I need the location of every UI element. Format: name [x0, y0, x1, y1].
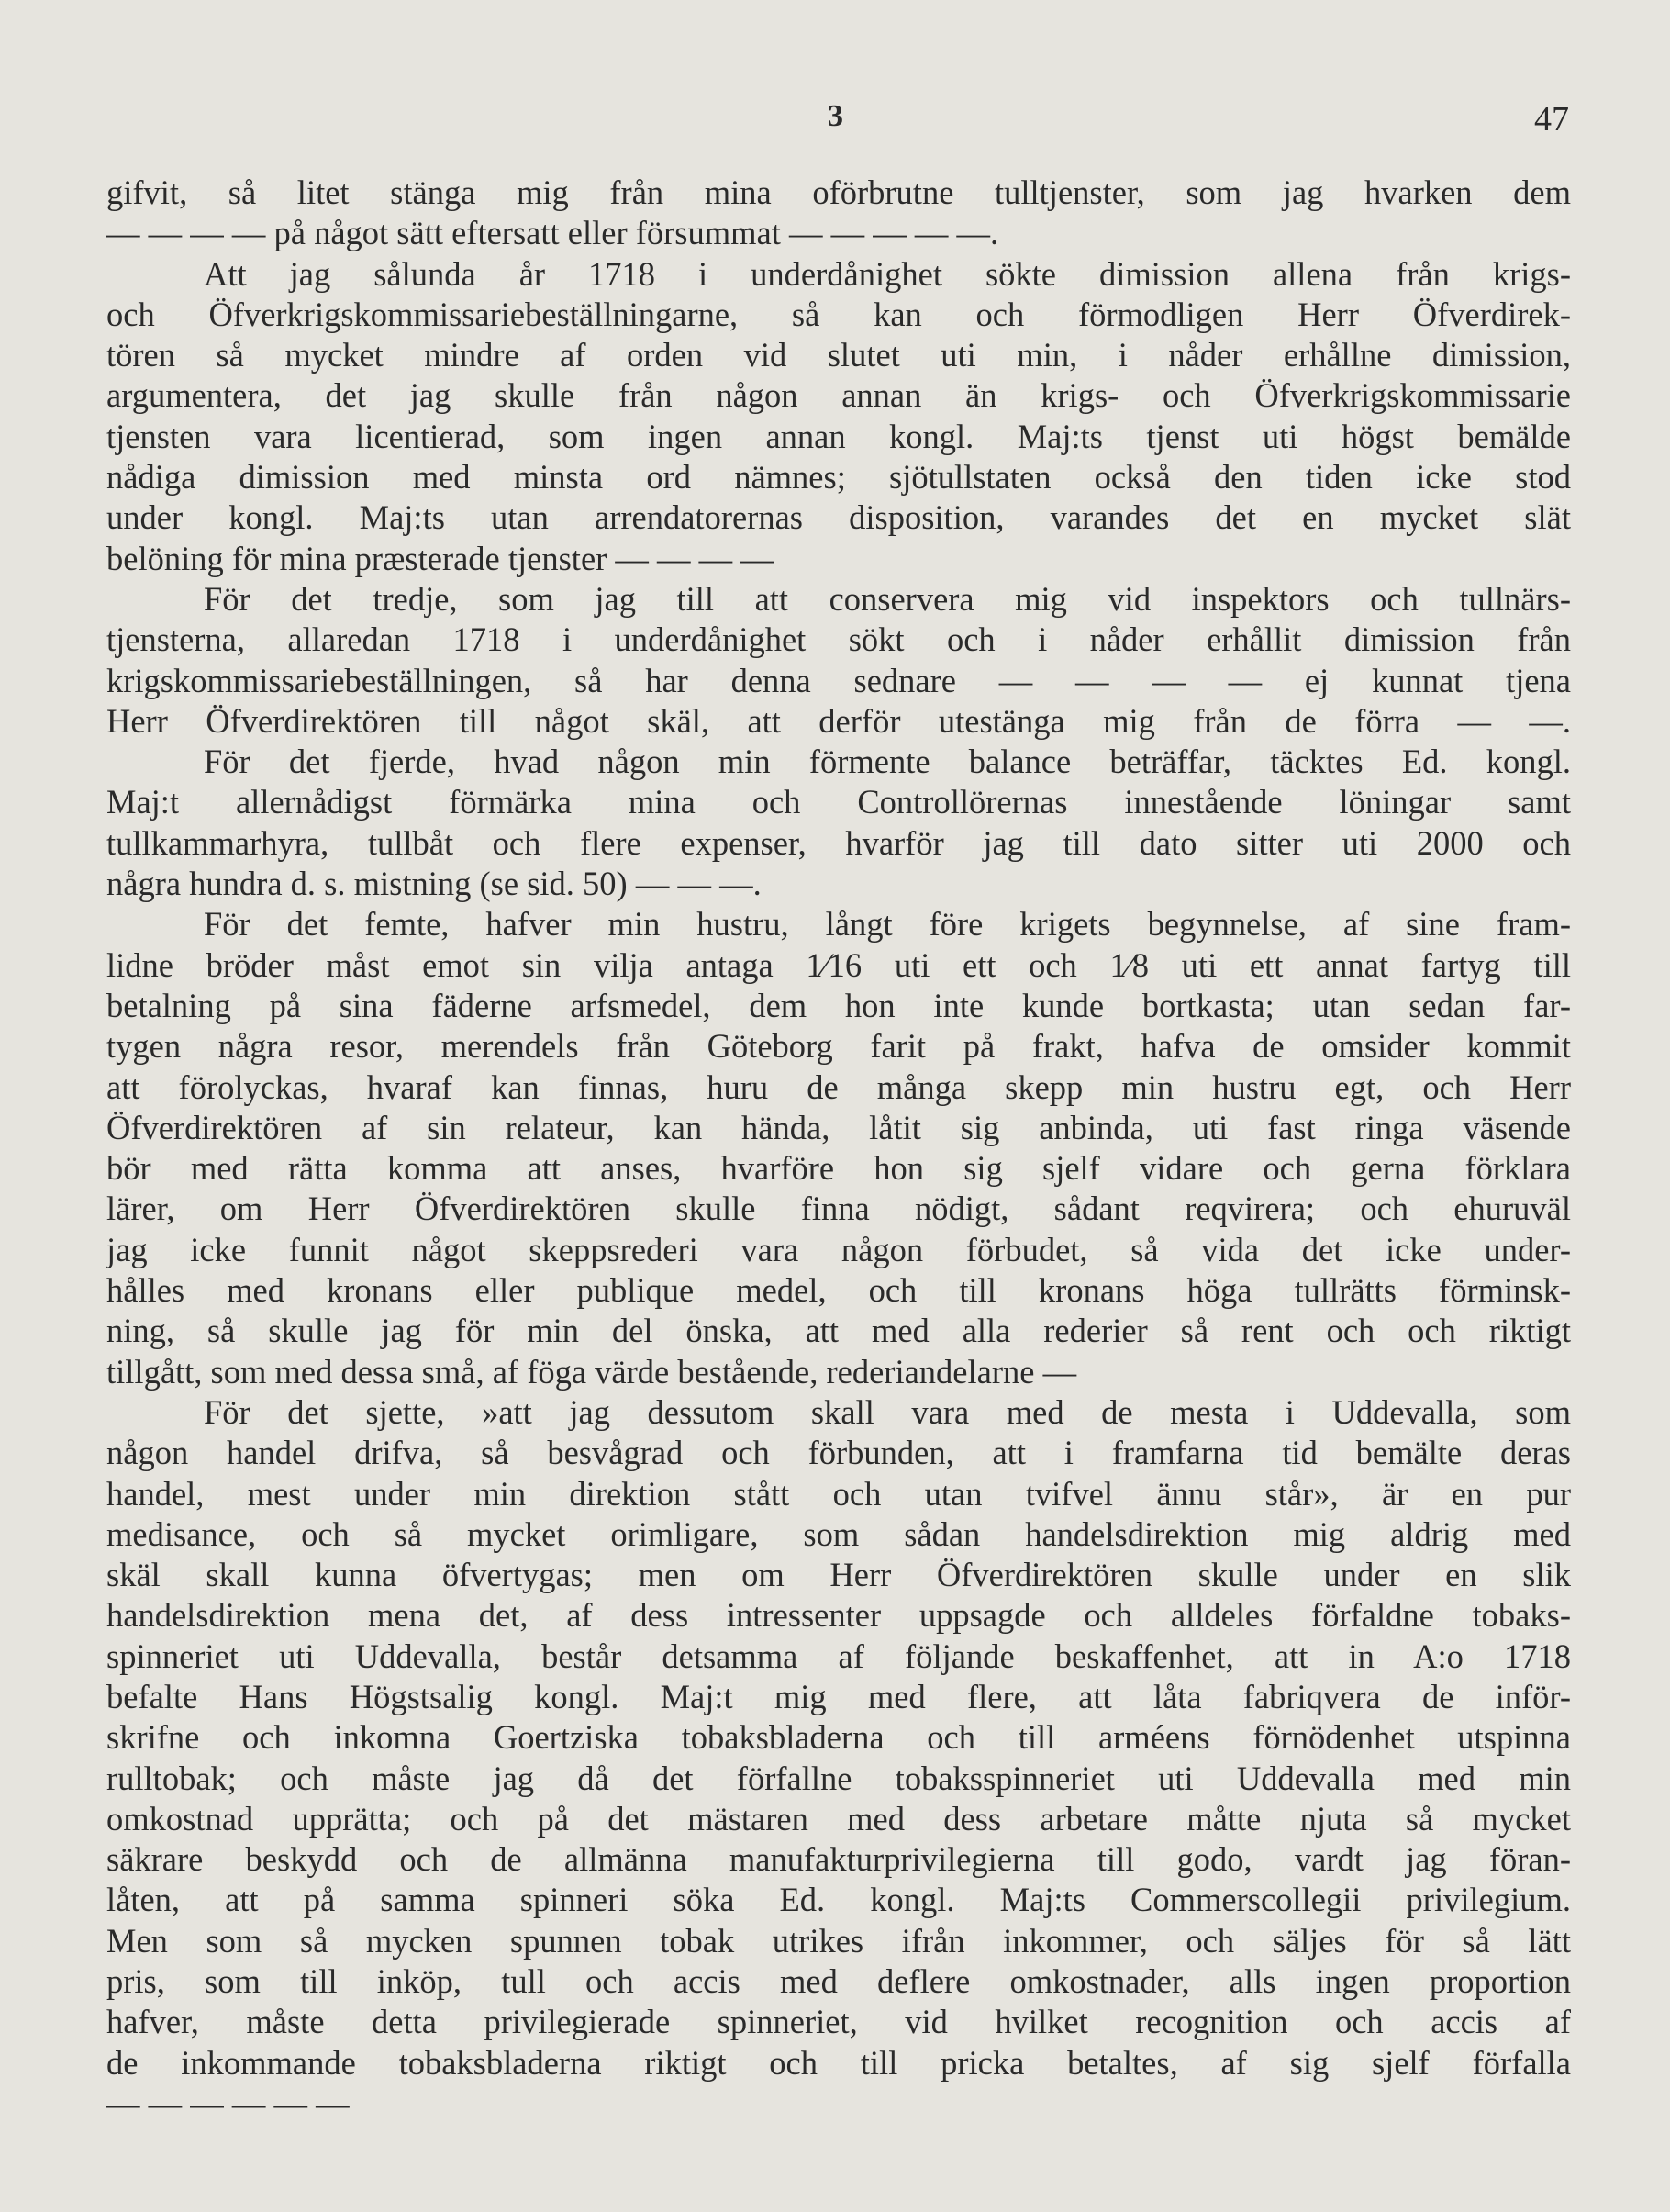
- text-line: gifvit, så litet stänga mig från mina oförbrutne tulltjenster, som jag hvarken dem: [106, 173, 1571, 211]
- text-line: För det fjerde, hvad någon min förmente balance beträffar, täcktes Ed. kongl.: [204, 743, 1571, 781]
- text-line: att förolyckas, hvaraf kan finnas, huru de många skepp min hustru egt, och Herr: [106, 1067, 1571, 1106]
- text-line: För det sjette, »att jag dessutom skall vara med de mesta i Uddevalla, som: [204, 1392, 1571, 1431]
- text-line: några hundra d. s. mistning (se sid. 50) — — —.: [106, 865, 762, 903]
- text-line: och Öfverkrigskommissariebeställningarne, så kan och förmodligen Herr Öfverdirek-: [106, 295, 1571, 333]
- text-line: Att jag sålunda år 1718 i underdånighet sökte dimission allena från krigs-: [204, 254, 1571, 293]
- text-line: belöning för mina præsterade tjenster — — — —: [106, 539, 774, 577]
- text-line: skrifne och inkomna Goertziska tobaksbladerna och till arméens förnödenhet utspinna: [106, 1718, 1571, 1757]
- text-line: tullkammarhyra, tullbåt och flere expenser, hvarför jag till dato sitter uti 2000 och: [106, 823, 1571, 862]
- text-line: Men som så mycken spunnen tobak utrikes ifrån inkommer, och säljes för så lätt: [106, 1921, 1571, 1960]
- text-line: ning, så skulle jag för min del önska, att med alla rederier så rent och och riktigt: [106, 1312, 1571, 1350]
- text-line: — — — — — —: [106, 2084, 350, 2122]
- text-line: de inkommande tobaksbladerna riktigt och till pricka betaltes, af sig sjelf förfalla: [106, 2043, 1571, 2082]
- text-line: nådiga dimission med minsta ord nämnes; sjötullstaten också den tiden icke stod: [106, 458, 1571, 497]
- text-line: — — — — på något sätt eftersatt eller försummat — — — — —.: [106, 214, 999, 252]
- text-line: tören så mycket mindre af orden vid slutet uti min, i nåder erhållne dimission,: [106, 336, 1571, 374]
- text-line: tillgått, som med dessa små, af föga värde bestående, rederiandelarne —: [106, 1352, 1077, 1391]
- text-line: krigskommissariebeställningen, så har denna sednare — — — — ej kunnat tjena: [106, 661, 1571, 699]
- text-line: För det femte, hafver min hustru, långt före krigets begynnelse, af sine fram-: [204, 905, 1571, 944]
- text-line: rulltobak; och måste jag då det förfallne tobaksspinneriet uti Uddevalla med min: [106, 1759, 1571, 1797]
- text-line: skäl skall kunna öfvertygas; men om Herr Öfverdirektören skulle under en slik: [106, 1556, 1571, 1594]
- text-line: låten, att på samma spinneri söka Ed. kongl. Maj:ts Commerscollegii privilegium.: [106, 1881, 1571, 1919]
- body-text: [106, 173, 1571, 2124]
- text-line: handelsdirektion mena det, af dess intressenter uppsagde och alldeles förfaldne tobaks-: [106, 1596, 1571, 1635]
- text-line: hålles med kronans eller publique medel, och till kronans höga tullrätts förminsk-: [106, 1271, 1571, 1310]
- text-line: under kongl. Maj:ts utan arrendatorernas disposition, varandes det en mycket slät: [106, 498, 1571, 537]
- text-line: medisance, och så mycket orimligare, som sådan handelsdirektion mig aldrig med: [106, 1514, 1571, 1553]
- text-line: säkrare beskydd och de allmänna manufakturprivilegierna till godo, vardt jag föran-: [106, 1840, 1571, 1879]
- text-line: tjensterna, allaredan 1718 i underdånighet sökt och i nåder erhållit dimission från: [106, 620, 1571, 659]
- text-line: För det tredje, som jag till att conservera mig vid inspektors och tullnärs-: [204, 579, 1571, 618]
- text-line: lidne bröder måst emot sin vilja antaga 1⁄16 uti ett och 1⁄8 uti ett annat fartyg till: [106, 945, 1571, 984]
- text-line: befalte Hans Högstsalig kongl. Maj:t mig med flere, att låta fabriqvera de inför-: [106, 1677, 1571, 1715]
- text-line: Öfverdirektören af sin relateur, kan hända, låtit sig anbinda, uti fast ringa väsende: [106, 1108, 1571, 1146]
- text-line: någon handel drifva, så besvågrad och förbunden, att i framfarna tid bemälte deras: [106, 1434, 1571, 1472]
- text-line: lärer, om Herr Öfverdirektören skulle finna nödigt, sådant reqvirera; och ehuruväl: [106, 1190, 1571, 1228]
- text-line: argumentera, det jag skulle från någon annan än krigs- och Öfverkrigskommissarie: [106, 376, 1571, 415]
- text-line: hafver, måste detta privilegierade spinneriet, vid hvilket recognition och accis af: [106, 2003, 1571, 2041]
- text-line: tjensten vara licentierad, som ingen annan kongl. Maj:ts tjenst uti högst bemälde: [106, 417, 1571, 455]
- page-number: 47: [1534, 100, 1569, 139]
- text-line: handel, mest under min direktion stått och utan tvifvel ännu står», är en pur: [106, 1474, 1571, 1513]
- text-line: jag icke funnit något skeppsrederi vara någon förbudet, så vida det icke under-: [106, 1230, 1571, 1268]
- text-line: tygen några resor, merendels från Göteborg farit på frakt, hafva de omsider kommit: [106, 1027, 1571, 1066]
- text-line: pris, som till inköp, tull och accis med deflere omkostnader, alls ingen proportion: [106, 1962, 1571, 2001]
- text-line: spinneriet uti Uddevalla, består detsamma af följande beskaffenhet, att in A:o 1718: [106, 1637, 1571, 1675]
- text-line: Herr Öfverdirektören till något skäl, att derför utestänga mig från de förra — —.: [106, 701, 1571, 740]
- text-line: Maj:t allernådigst förmärka mina och Controllörernas innestående löningar samt: [106, 783, 1571, 821]
- text-line: betalning på sina fäderne arfsmedel, dem hon inte kunde bortkasta; utan sedan far-: [106, 986, 1571, 1024]
- text-line: bör med rätta komma att anses, hvarföre hon sig sjelf vidare och gerna förklara: [106, 1149, 1571, 1188]
- text-line: omkostnad upprätta; och på det mästaren med dess arbetare måtte njuta så mycket: [106, 1799, 1571, 1838]
- signature-mark: 3: [828, 99, 843, 133]
